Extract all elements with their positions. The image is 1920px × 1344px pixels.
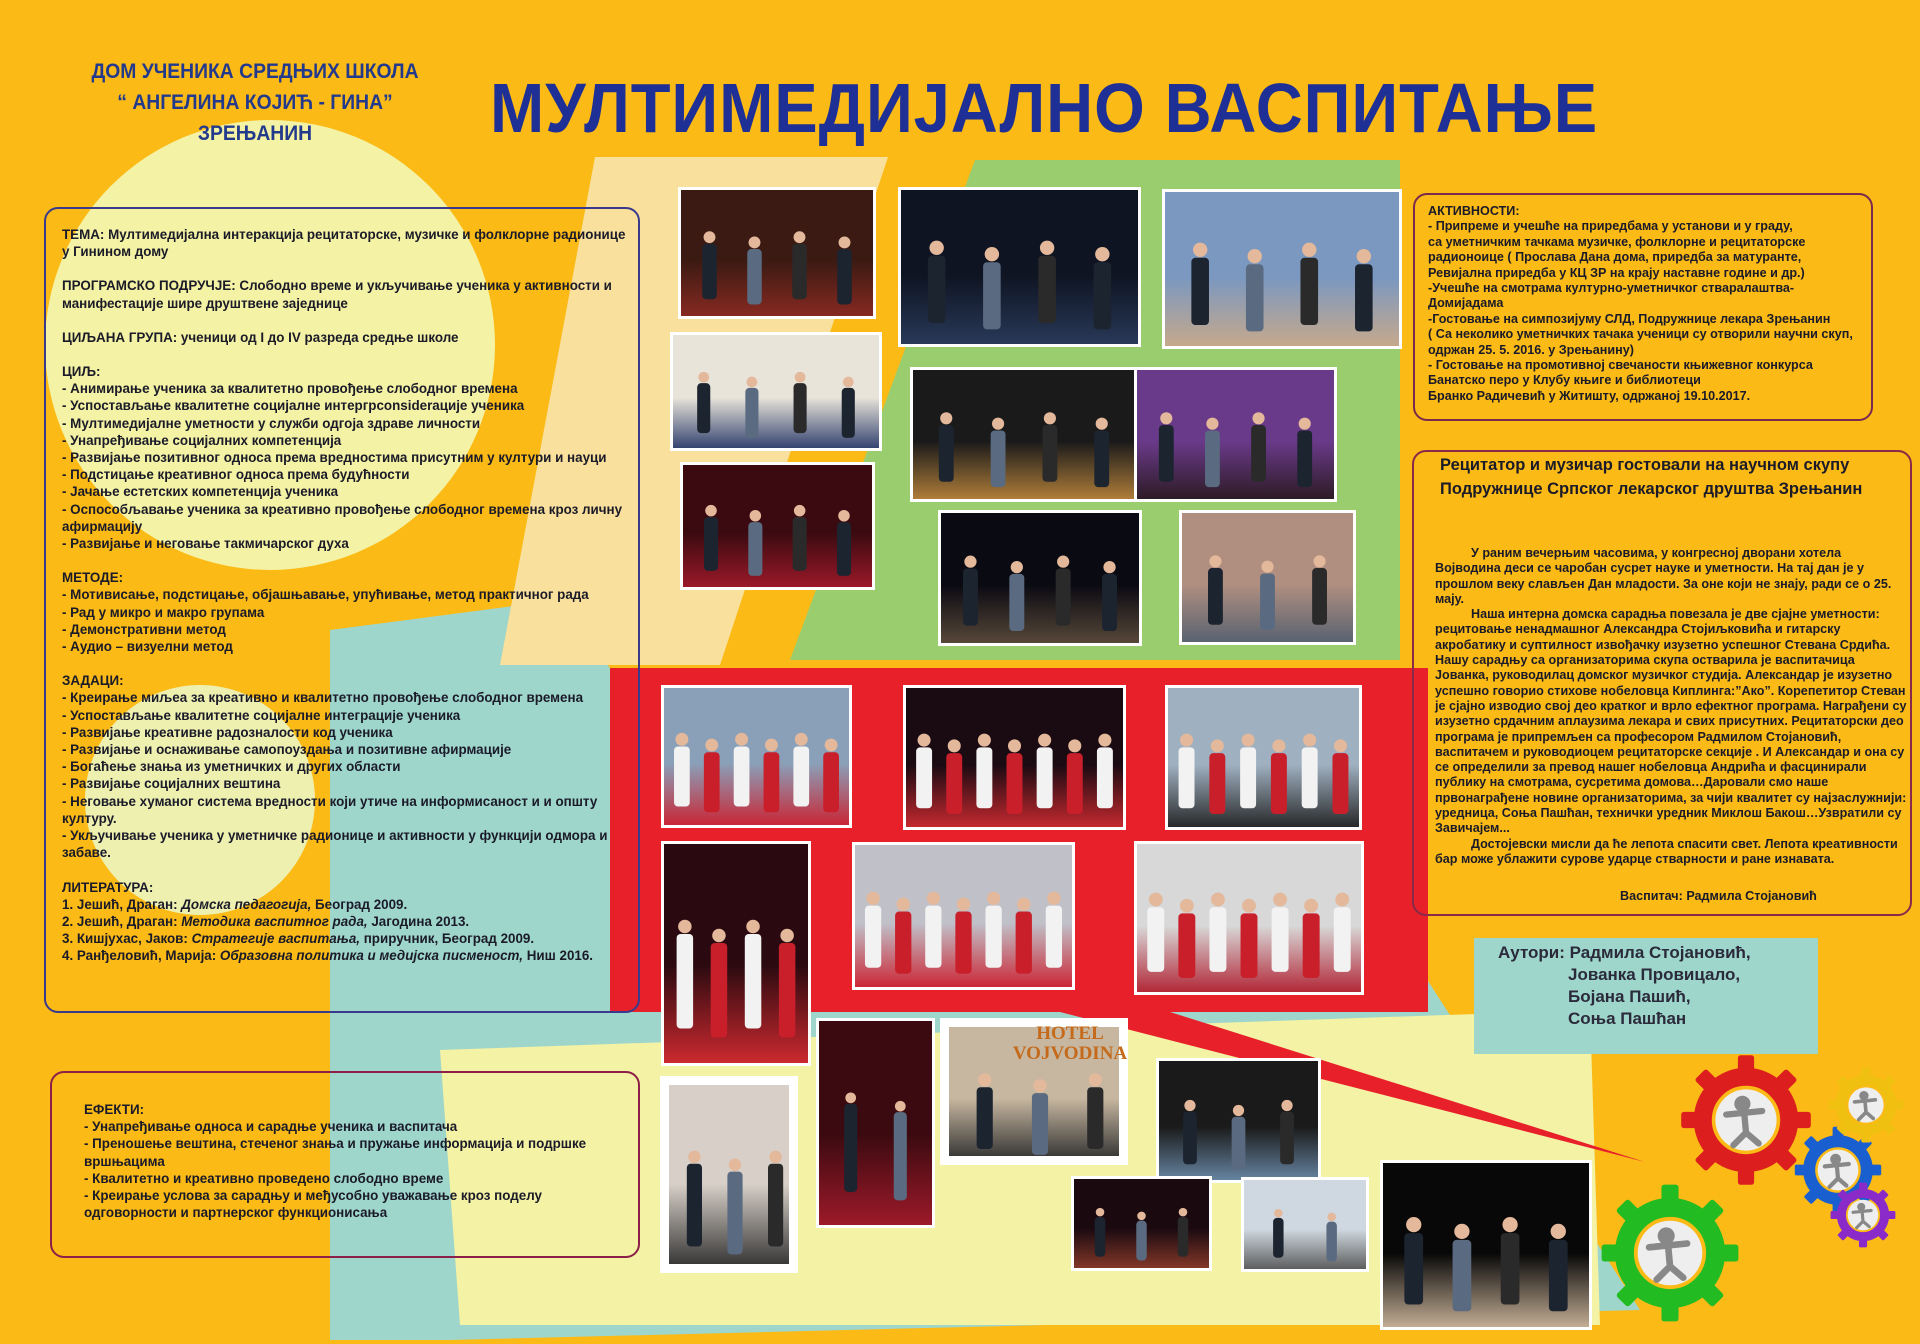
event-photo xyxy=(661,685,852,828)
school-line-3: ЗРЕЊАНИН xyxy=(197,122,313,145)
people-silhouettes-icon xyxy=(1179,510,1356,645)
list-item: - Анимирање ученика за квалитетно провођење слободног времена xyxy=(62,381,518,397)
authors-row xyxy=(1498,1008,1820,1030)
reference-item xyxy=(62,930,634,947)
people-silhouettes-icon xyxy=(903,685,1126,830)
article-body xyxy=(1435,546,1907,867)
people-silhouettes-icon xyxy=(852,842,1075,990)
article-signature: Васпитач: Радмила Стојановић xyxy=(1620,889,1817,903)
reference-author: 3. Кишјухас, Јаков: xyxy=(62,931,192,947)
people-silhouettes-icon xyxy=(670,332,882,451)
list-item: - Неговање хуманог система вредности који утиче на информисаност и и општу културу. xyxy=(62,793,598,826)
reference-place: Јагодина 2013. xyxy=(367,913,470,929)
people-silhouettes-icon xyxy=(1380,1160,1592,1330)
reference-author: 4. Ранђеловић, Марија: xyxy=(62,948,220,964)
effects-heading: ЕФЕКТИ: xyxy=(84,1102,145,1117)
literatura-list xyxy=(62,896,634,965)
people-silhouettes-icon xyxy=(661,841,811,1066)
zadaci-heading: ЗАДАЦИ: xyxy=(62,673,124,689)
list-item: - Развијање и оснаживање самопоуздања и позитивне афирмације xyxy=(62,742,512,758)
event-photo xyxy=(1162,189,1402,349)
list-item: - Развијање креативне радозналости код ученика xyxy=(62,724,393,740)
article-headline: Рецитатор и музичар гостовали на научном скупу Подружнице Српског лекарског друштва Зрењанин xyxy=(1440,456,1863,498)
people-silhouettes-icon xyxy=(816,1018,935,1228)
list-item: са уметничким тачкама музичке, фолклорне и рецитаторске радионоице ( Прослава Дана дома, приредба за матуранте, Ревијална приредба у КЦ ЗР на крају наставне године и др.) xyxy=(1428,234,1806,280)
people-silhouettes-icon xyxy=(1162,189,1402,349)
author-name: Јованка Провицало, xyxy=(1568,965,1741,984)
authors-row xyxy=(1498,964,1820,986)
cilj-list xyxy=(62,380,634,552)
list-item: - Јачање естетских компетенција ученика xyxy=(62,484,339,500)
authors-row xyxy=(1498,942,1820,964)
school-name xyxy=(76,56,435,149)
event-photo xyxy=(1241,1177,1369,1272)
event-photo xyxy=(1179,510,1356,645)
list-item: - Развијање и неговање такмичарског духа xyxy=(62,536,349,552)
list-item: - Гостовање на промотивној свечаности књижевног конкурса Банатско перо у Клубу књиге и библиотеци xyxy=(1428,358,1813,388)
list-item: - Богаћење знања из уметничких и других области xyxy=(62,759,401,775)
author-name: Соња Пашћан xyxy=(1568,1009,1687,1028)
list-item: - Мотивисање, подстицање, објашњавање, упућивање, метод практичног рада xyxy=(62,587,589,603)
event-photo xyxy=(1380,1160,1592,1330)
event-photo xyxy=(660,1076,798,1273)
hotel-sign: HOTEL VOJVODINA xyxy=(1012,1023,1128,1064)
people-silhouettes-icon xyxy=(1071,1176,1212,1271)
list-item: - Рад у микро и макро групама xyxy=(62,604,265,620)
list-item: - Унапређивање односа и сарадње ученика и васпитача xyxy=(84,1119,458,1135)
cilj-heading: ЦИЉ: xyxy=(62,364,101,380)
list-item: - Креирање миљеа за креативно и квалитетно провођење слободног времена xyxy=(62,690,584,706)
event-photo xyxy=(1165,685,1362,830)
event-photo xyxy=(678,187,876,319)
school-line-2: “ АНГЕЛИНА КОЈИЋ - ГИНА” xyxy=(117,91,393,114)
people-silhouettes-icon xyxy=(680,462,875,590)
people-silhouettes-icon xyxy=(938,510,1142,646)
event-photo xyxy=(816,1018,935,1228)
event-photo xyxy=(1156,1058,1321,1183)
list-item: - Унапређивање социјалних компетенција xyxy=(62,432,342,448)
people-silhouettes-icon xyxy=(678,187,876,319)
event-photo xyxy=(903,685,1126,830)
school-line-1: ДОМ УЧЕНИКА СРЕДЊИХ ШКОЛА xyxy=(91,60,419,83)
list-item: - Квалитетно и креативно проведено слободно време xyxy=(84,1170,444,1186)
people-silhouettes-icon xyxy=(1165,685,1362,830)
reference-place: Ниш 2016. xyxy=(523,948,594,964)
list-item: -Гостовање на симпозијуму СЛД, Подружнице лекара Зрењанин xyxy=(1428,311,1831,326)
list-item: - Аудио – визуелни метод xyxy=(62,639,233,655)
people-silhouettes-icon xyxy=(910,367,1138,502)
event-photo xyxy=(898,187,1141,347)
event-photo xyxy=(1134,841,1364,995)
list-item: - Развијање социјалних вештина xyxy=(62,776,281,792)
zadaci-list xyxy=(62,689,634,861)
gears-logo-icon xyxy=(1588,1045,1918,1335)
event-photo xyxy=(938,510,1142,646)
article-paragraph: Достојевски мисли да ће лепота спасити свет. Лепота креативности бар може ублажити сурове ударце стварности и ране изнавата. xyxy=(1435,836,1898,866)
people-silhouettes-icon xyxy=(1134,841,1364,995)
list-item: - Припреме и учешће на приредбама у установи и у граду, xyxy=(1428,219,1793,234)
list-item: - Демонстративни метод xyxy=(62,621,226,637)
people-silhouettes-icon xyxy=(1156,1058,1321,1183)
event-photo xyxy=(910,367,1138,502)
podrucje-text: ПРОГРАМСКО ПОДРУЧЈЕ: Слободно време и укључивање ученика у активности и манифестације шире друштвене заједнице xyxy=(62,278,612,311)
list-item: - Преношење вештина, стеченог знања и пружање информација и подршке вршњацима xyxy=(84,1136,587,1169)
literatura-heading: ЛИТЕРАТУРА: xyxy=(62,879,154,895)
author-name: Бојана Пашић, xyxy=(1568,987,1691,1006)
event-photo xyxy=(661,841,811,1066)
people-silhouettes-icon xyxy=(666,1082,798,1273)
reference-place: Београд 2009. xyxy=(311,896,408,912)
list-item: - Подстицање креативног односа према будућности xyxy=(62,467,410,483)
reference-author: 1. Јешић, Драган: xyxy=(62,896,182,912)
reference-place: приручник, Београд 2009. xyxy=(360,931,535,947)
reference-title: Методика васпитног рада, xyxy=(181,913,368,929)
event-photo xyxy=(680,462,875,590)
event-photo xyxy=(852,842,1075,990)
event-photo xyxy=(670,332,882,451)
activities-heading: АКТИВНОСТИ: xyxy=(1428,204,1520,218)
grupa-text: ЦИЉАНА ГРУПА: ученици од I до IV разреда средње школе xyxy=(62,329,459,345)
article-paragraph: У раним вечерњим часовима, у конгресној дворани хотела Војводина деси се чаробан сусрет науке и уметности. На тај дан је у прошлом веку слављен Дан младости. За оне који не знају, ради се о 25. мају. xyxy=(1435,546,1892,606)
effects-text xyxy=(84,1101,624,1221)
metode-heading: МЕТОДЕ: xyxy=(62,570,124,586)
list-item: - Креирање услова за сарадњу и међусобно уважавање кроз поделу одговорности и партнерског функционисања xyxy=(84,1188,542,1221)
info-box-text xyxy=(62,226,634,965)
reference-item xyxy=(62,947,634,964)
event-photo xyxy=(1134,367,1337,502)
list-item: - Мултимедијалне уметности у служби одгоја здраве личности xyxy=(62,415,481,431)
tema-text: ТЕМА: Мултимедијална интеракција рецитаторске, музичке и фолклорне радионице у Гинином дому xyxy=(62,227,626,260)
authors-label: Аутори: xyxy=(1498,943,1565,962)
list-item: -Учешће на смотрама културно-уметничког стваралаштва- Домијадама xyxy=(1428,281,1795,311)
list-item: - Успостављање квалитетне социјалне интеграције ученика xyxy=(62,707,461,723)
list-item: - Укључивање ученика у уметничке радионице и активности у функцији одмора и забаве. xyxy=(62,828,608,861)
metode-list xyxy=(62,586,634,655)
reference-title: Стратегије васпитања, xyxy=(191,931,360,947)
reference-item xyxy=(62,913,634,930)
authors-row xyxy=(1498,986,1820,1008)
reference-item xyxy=(62,896,634,913)
author-name: Радмила Стојановић, xyxy=(1569,943,1751,962)
reference-title: Домска педагогија, xyxy=(181,896,312,912)
reference-title: Образовна политика и медијска писменост, xyxy=(219,948,523,964)
people-silhouettes-icon xyxy=(661,685,852,828)
authors-block xyxy=(1498,942,1820,1030)
list-item: Бранко Радичевић у Житишту, одржаној 19.10.2017. xyxy=(1428,388,1751,403)
people-silhouettes-icon xyxy=(1241,1177,1369,1272)
article-paragraph: Наша интерна домска сарадња повезала је две сјајне уметности: рецитовање ненадмашног Александра Стојиљковића и гитарску акробатику и суптилност извођачку изузетно успешног Стевана Срдића. Нашу сарадњу са организаторима скупа остварила је васпитачица Јованка, руководилац домског музичког студија. Александар је изузетно успешно говорио стихове нобеловца Киплинга:”Ако”. Корепетитор Стеван је сјајно изводио свој део кратког и врло ефектног програма. Награђени су изузетно срдачним аплаузима лекара и свих присутних. Рецитаторски део програма је припремљен са професором Радмилом Стојановић, васпитачем и руководиоцем рецитаторске секције . И Александар и она су се определили за превод нашег нобеловца Андрића и фасцинирали публику на смотрама, сусретима домова…Даровали смо наше првонаграђене новине организаторима, за чији квалитет су најзаслужнији: уредница, Соња Пашћан, технички уредник Миклош Бакош…Узвратили су Завичајем... xyxy=(1435,607,1907,836)
people-silhouettes-icon xyxy=(898,187,1141,347)
list-item: - Успостављање квалитетне социјалне интергрconsiderације ученика xyxy=(62,398,525,414)
list-item: - Оспособљавање ученика за креативно провођење слободног времена кроз личну афирмацију xyxy=(62,501,623,534)
activities-text xyxy=(1428,204,1868,404)
event-photo xyxy=(1071,1176,1212,1271)
list-item: ( Са неколико уметничких тачака ученици су отворили научни скуп, одржан 25. 5. 2016. у Зрењанину) xyxy=(1428,327,1853,357)
list-item: - Развијање позитивног односа према вредностима присутним у култури и науци xyxy=(62,450,607,466)
page-title: МУЛТИМЕДИЈАЛНО ВАСПИТАЊЕ xyxy=(490,69,1599,147)
reference-author: 2. Јешић, Драган: xyxy=(62,913,182,929)
people-silhouettes-icon xyxy=(1134,367,1337,502)
